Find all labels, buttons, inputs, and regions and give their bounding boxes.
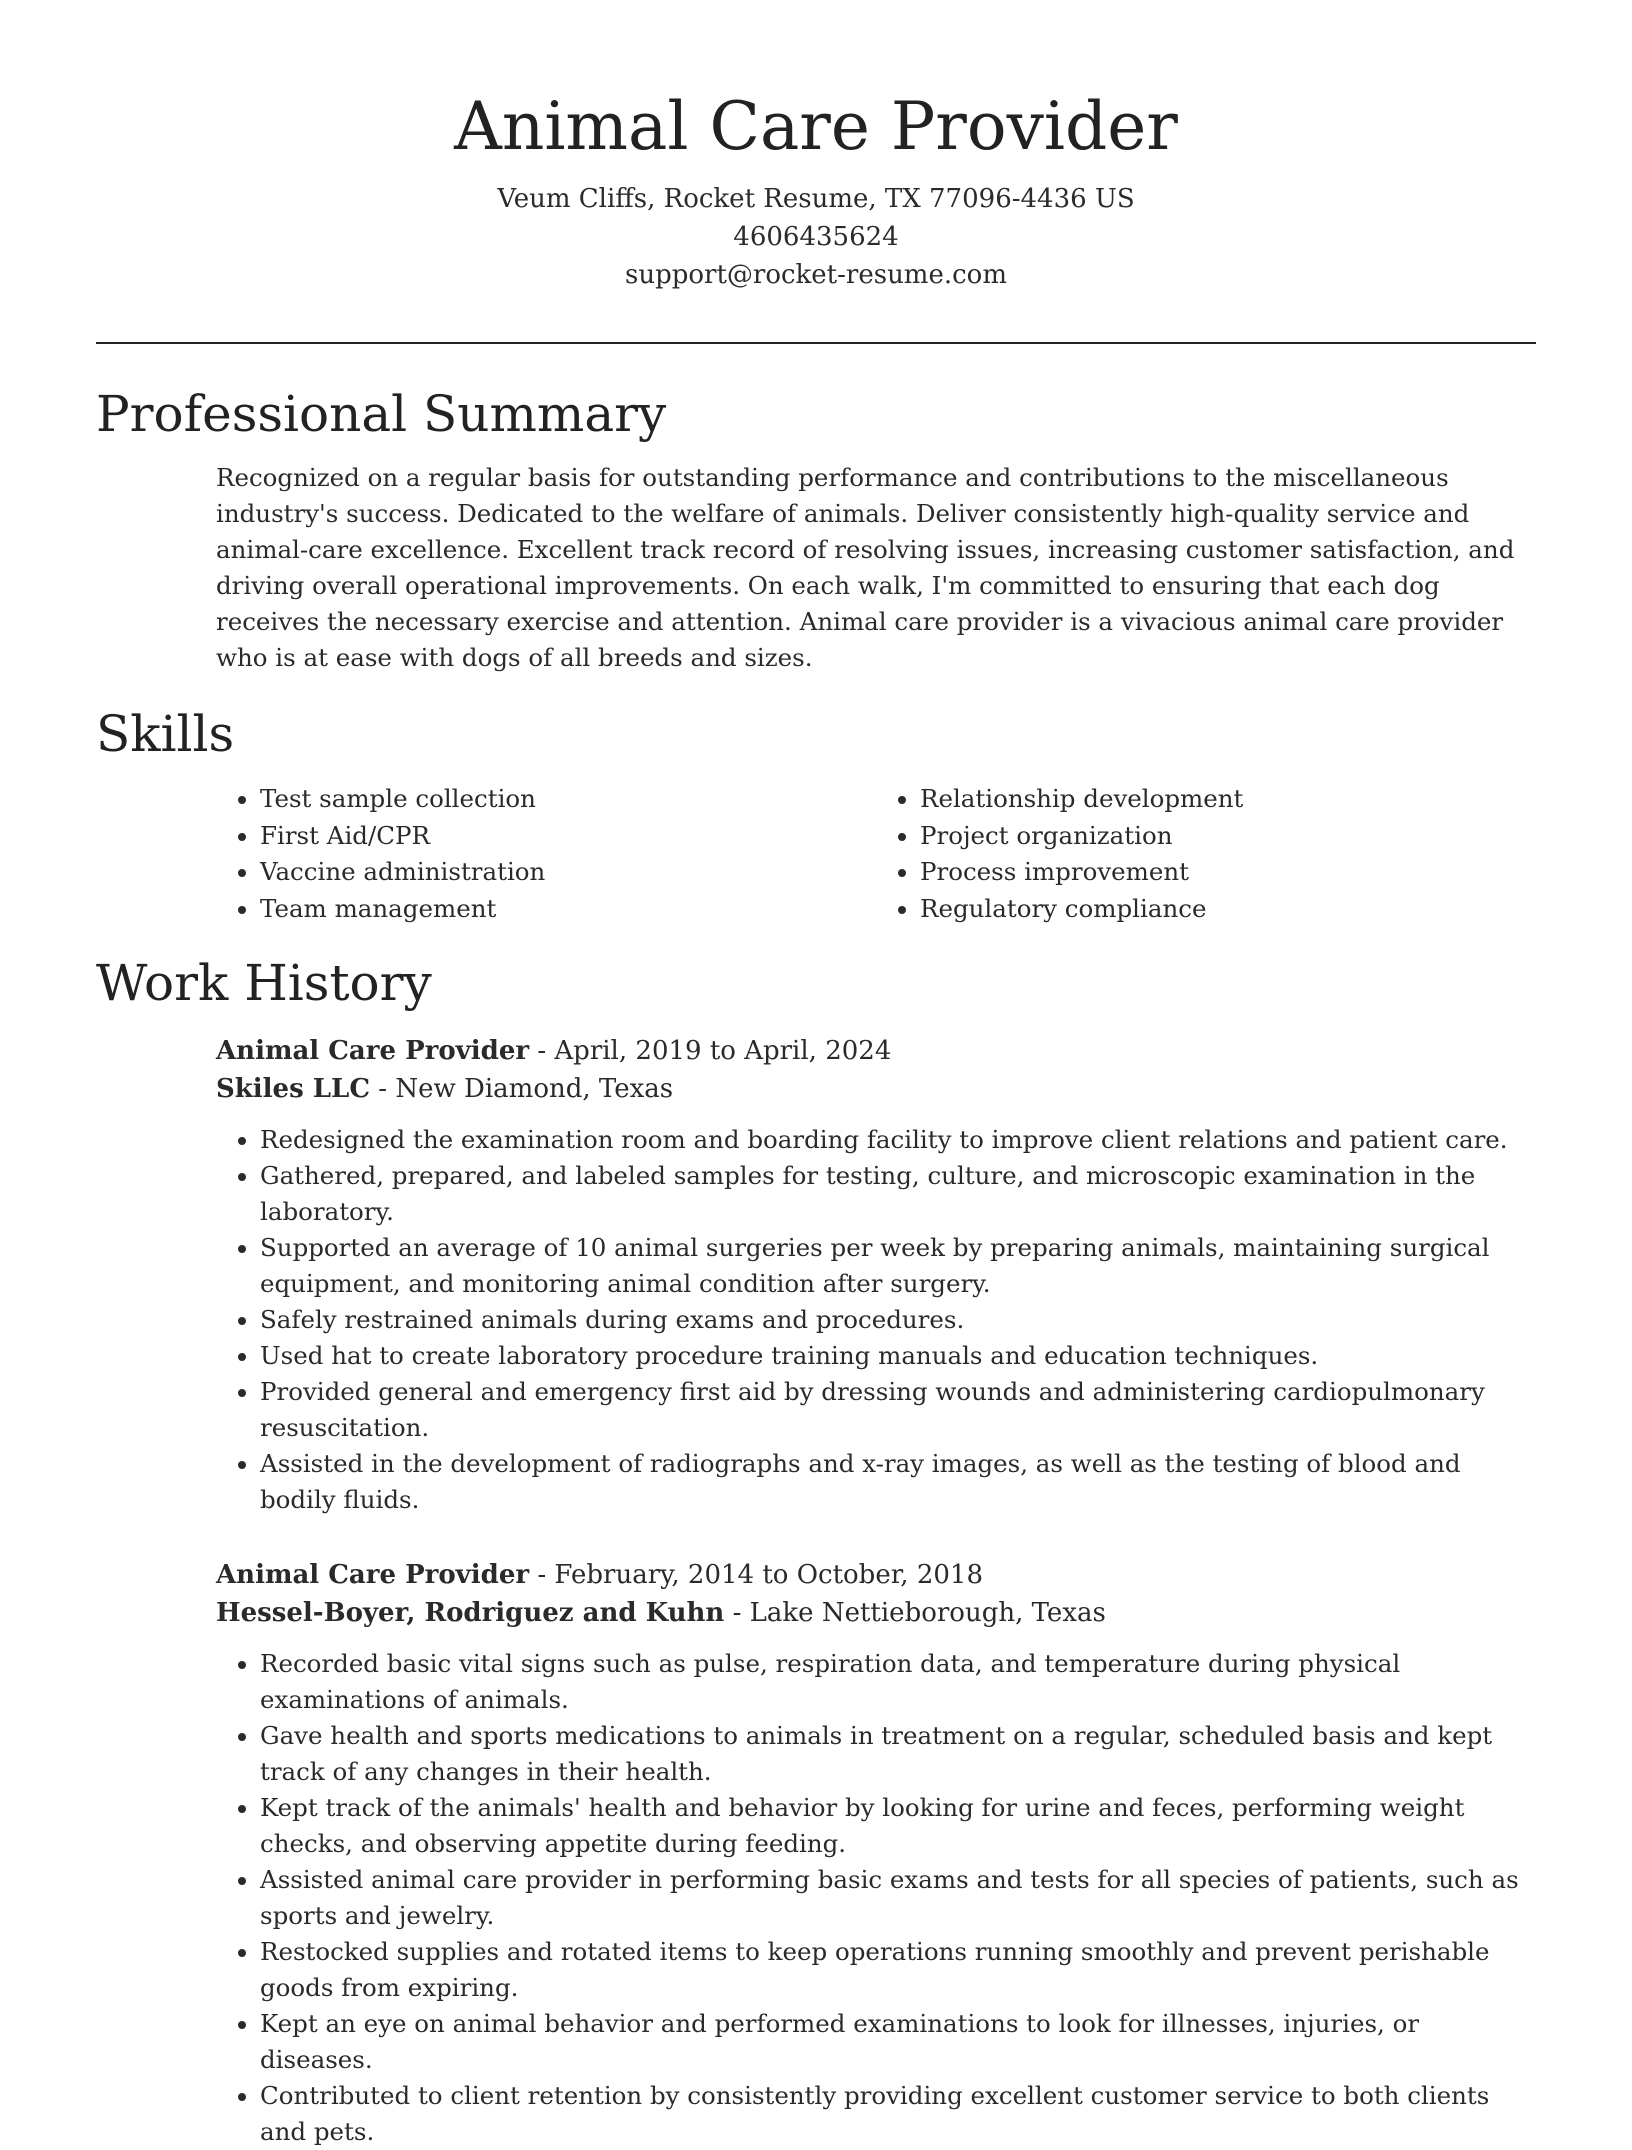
- job-bullet: • Kept an eye on animal behavior and performed examinations to look for illnesses, injuries, or diseases.: [260, 2006, 1536, 2078]
- job-dates: - February, 2014 to October, 2018: [529, 1560, 983, 1590]
- job-bullets: [216, 1122, 1536, 1518]
- job-bullet: • Safely restrained animals during exams and procedures.: [260, 1302, 1536, 1338]
- skill-item: • Project organization: [920, 818, 1536, 855]
- skill-item: • First Aid/CPR: [260, 818, 876, 855]
- skill-item: • Regulatory compliance: [920, 891, 1536, 928]
- job-location: - Lake Nettieborough, Texas: [724, 1598, 1106, 1628]
- job-bullet: • Used hat to create laboratory procedure training manuals and education techniques.: [260, 1338, 1536, 1374]
- job-company: Skiles LLC: [216, 1074, 371, 1104]
- job-company-line: [216, 1594, 1536, 1632]
- job-bullets: [216, 1646, 1536, 2150]
- skill-item: • Vaccine administration: [260, 854, 876, 891]
- job-bullet: • Gave health and sports medications to animals in treatment on a regular, scheduled basis and kept track of any changes in their health.: [260, 1718, 1536, 1790]
- job-entry: [216, 1556, 1536, 2150]
- job-bullet: • Contributed to client retention by consistently providing excellent customer service to both clients and pets.: [260, 2078, 1536, 2150]
- job-title-line: [216, 1032, 1536, 1070]
- skill-item: • Relationship development: [920, 781, 1536, 818]
- skill-item: • Team management: [260, 891, 876, 928]
- job-bullet: • Kept track of the animals' health and behavior by looking for urine and feces, performing weight checks, and observing appetite during feeding.: [260, 1790, 1536, 1862]
- email-text: support@rocket-resume.com: [624, 260, 1007, 290]
- resume-header: [0, 0, 1632, 294]
- job-bullet: • Restocked supplies and rotated items to keep operations running smoothly and prevent perishable goods from expiring.: [260, 1934, 1536, 2006]
- candidate-name: Animal Care Provider: [454, 88, 1178, 165]
- job-bullet: • Recorded basic vital signs such as pulse, respiration data, and temperature during physical examinations of animals.: [260, 1646, 1536, 1718]
- contact-block: [0, 180, 1632, 294]
- skills-grid: [216, 781, 1536, 927]
- header-divider: [96, 342, 1536, 344]
- summary-text: Recognized on a regular basis for outstanding performance and contributions to the miscellaneous industry's success. Dedicated to the welfare of animals. Deliver consistently high-quality service and animal-care excellence. Excellent track record of resolving issues, increasing customer satisfaction, and driving overall operational improvements. On each walk, I'm committed to ensuring that each dog receives the necessary exercise and attention. Animal care provider is a vivacious animal care provider who is at ease with dogs of all breeds and sizes.: [216, 463, 1515, 672]
- skills-list-left: [216, 781, 876, 927]
- job-bullet: • Gathered, prepared, and labeled samples for testing, culture, and microscopic examination in the laboratory.: [260, 1158, 1536, 1230]
- job-bullet: • Assisted animal care provider in performing basic exams and tests for all species of patients, such as sports and jewelry.: [260, 1862, 1536, 1934]
- job-bullet: • Assisted in the development of radiographs and x-ray images, as well as the testing of blood and bodily fluids.: [260, 1446, 1536, 1518]
- job-location: - New Diamond, Texas: [370, 1074, 674, 1104]
- job-company-line: [216, 1070, 1536, 1108]
- phone-text: 4606435624: [733, 222, 899, 252]
- job-entry: [216, 1032, 1536, 1518]
- job-dates: - April, 2019 to April, 2024: [529, 1036, 892, 1066]
- summary-heading: Professional Summary: [96, 385, 667, 443]
- job-company: Hessel-Boyer, Rodriguez and Kuhn: [216, 1598, 725, 1628]
- skills-heading: Skills: [96, 705, 235, 763]
- work-history-heading: Work History: [96, 954, 432, 1012]
- skill-item: • Process improvement: [920, 854, 1536, 891]
- skill-item: • Test sample collection: [260, 781, 876, 818]
- skills-list-right: [876, 781, 1536, 927]
- job-bullet: • Redesigned the examination room and boarding facility to improve client relations and patient care.: [260, 1122, 1536, 1158]
- job-role: Animal Care Provider: [216, 1560, 530, 1590]
- job-bullet: • Provided general and emergency first aid by dressing wounds and administering cardiopulmonary resuscitation.: [260, 1374, 1536, 1446]
- address-text: Veum Cliffs, Rocket Resume, TX 77096-4436 US: [497, 184, 1135, 214]
- skills-section: [216, 781, 1536, 927]
- summary-section: [216, 460, 1536, 676]
- job-role: Animal Care Provider: [216, 1036, 530, 1066]
- job-title-line: [216, 1556, 1536, 1594]
- job-bullet: • Supported an average of 10 animal surgeries per week by preparing animals, maintaining surgical equipment, and monitoring animal condition after surgery.: [260, 1230, 1536, 1302]
